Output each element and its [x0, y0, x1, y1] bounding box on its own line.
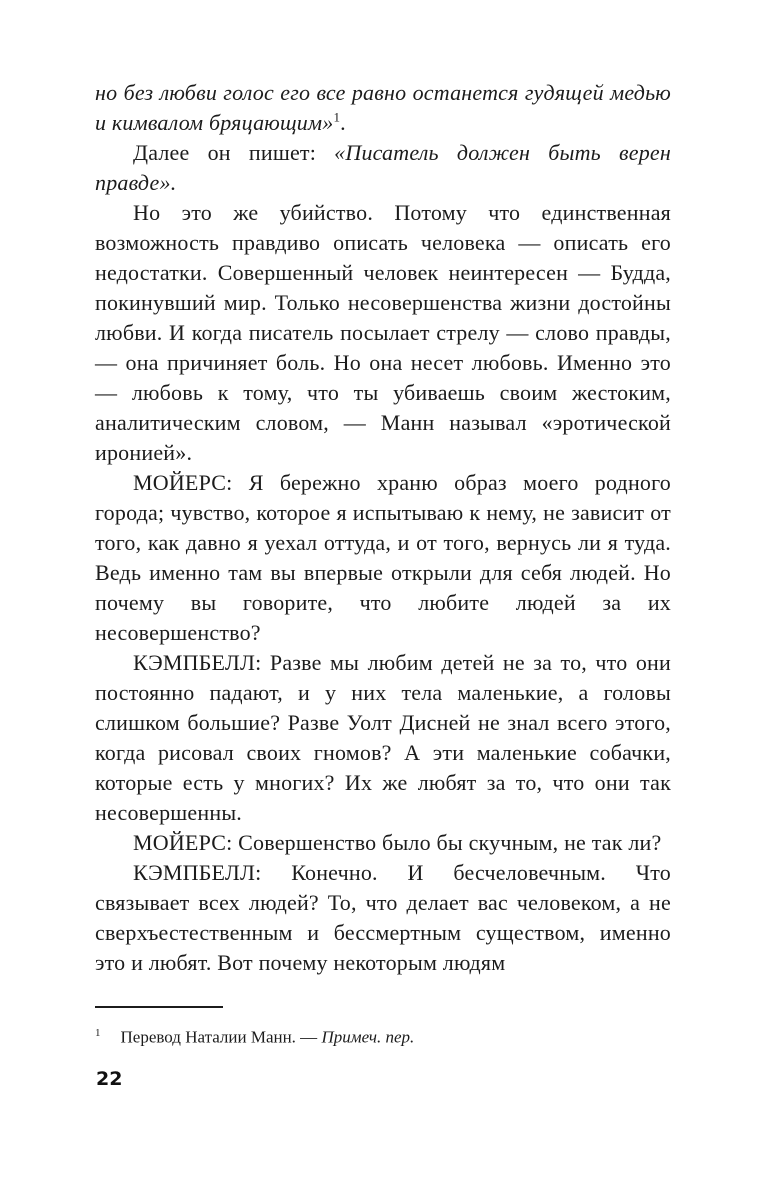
footnote: [95, 1022, 671, 1049]
paragraph: [95, 648, 671, 828]
text-run: КЭМПБЕЛЛ: Конечно. И бесчеловечным. Что связывает всех людей? То, что делает вас человеком, а не сверхъестественным и бессмертным существом, именно это и любят. Вот почему некоторым людям: [95, 860, 671, 975]
text-run: МОЙЕРС: Я бережно храню образ моего родного города; чувство, которое я испытываю к нему, не зависит от того, как давно я уехал оттуда, и от того, вернусь ли я туда. Ведь именно там вы впервые открыли для себя людей. Но почему вы говорите, что любите людей за их несовершенство?: [95, 470, 671, 645]
page-number: 22: [96, 1068, 123, 1090]
italic-run: «Писатель должен быть верен правде».: [95, 140, 671, 195]
italic-run: но без любви голос его все равно останется гудящей медью и кимвалом бряцающим»: [95, 80, 671, 135]
paragraph: [95, 78, 671, 138]
footnote-marker: 1: [95, 1027, 101, 1039]
paragraph: [95, 198, 671, 468]
italic-run: Примеч. пер.: [321, 1027, 415, 1047]
text-run: Но это же убийство. Потому что единственная возможность правдиво описать человека — описать его недостатки. Совершенный человек неинтересен — Будда, покинувший мир. Только несовершенства жизни достойны любви. И когда писатель посылает стрелу — слово правды, — она причиняет боль. Но она несет любовь. Именно это — любовь к тому, что ты убиваешь своим жестоким, аналитическим словом, — Манн называл «эротической иронией».: [95, 200, 671, 465]
text-run: МОЙЕРС: Совершенство было бы скучным, не так ли?: [133, 830, 662, 855]
footnote-ref: 1: [333, 109, 341, 125]
footnote-text: [121, 1028, 415, 1047]
text-run: .: [340, 110, 346, 135]
paragraph: [95, 858, 671, 978]
text-run: Перевод Наталии Манн. —: [120, 1027, 322, 1047]
text-run: КЭМПБЕЛЛ: Разве мы любим детей не за то, что они постоянно падают, и у них тела маленькие, а головы слишком большие? Разве Уолт Дисней не знал всего этого, когда рисовал своих гномов? А эти маленькие собачки, которые есть у многих? Их же любят за то, что они так несовершенны.: [95, 650, 671, 825]
paragraph: [95, 138, 671, 198]
text-run: Далее он пишет:: [133, 140, 335, 165]
footnote-separator: [95, 1006, 223, 1008]
text-block: [95, 78, 671, 978]
paragraph: [95, 468, 671, 648]
paragraph: [95, 828, 671, 858]
